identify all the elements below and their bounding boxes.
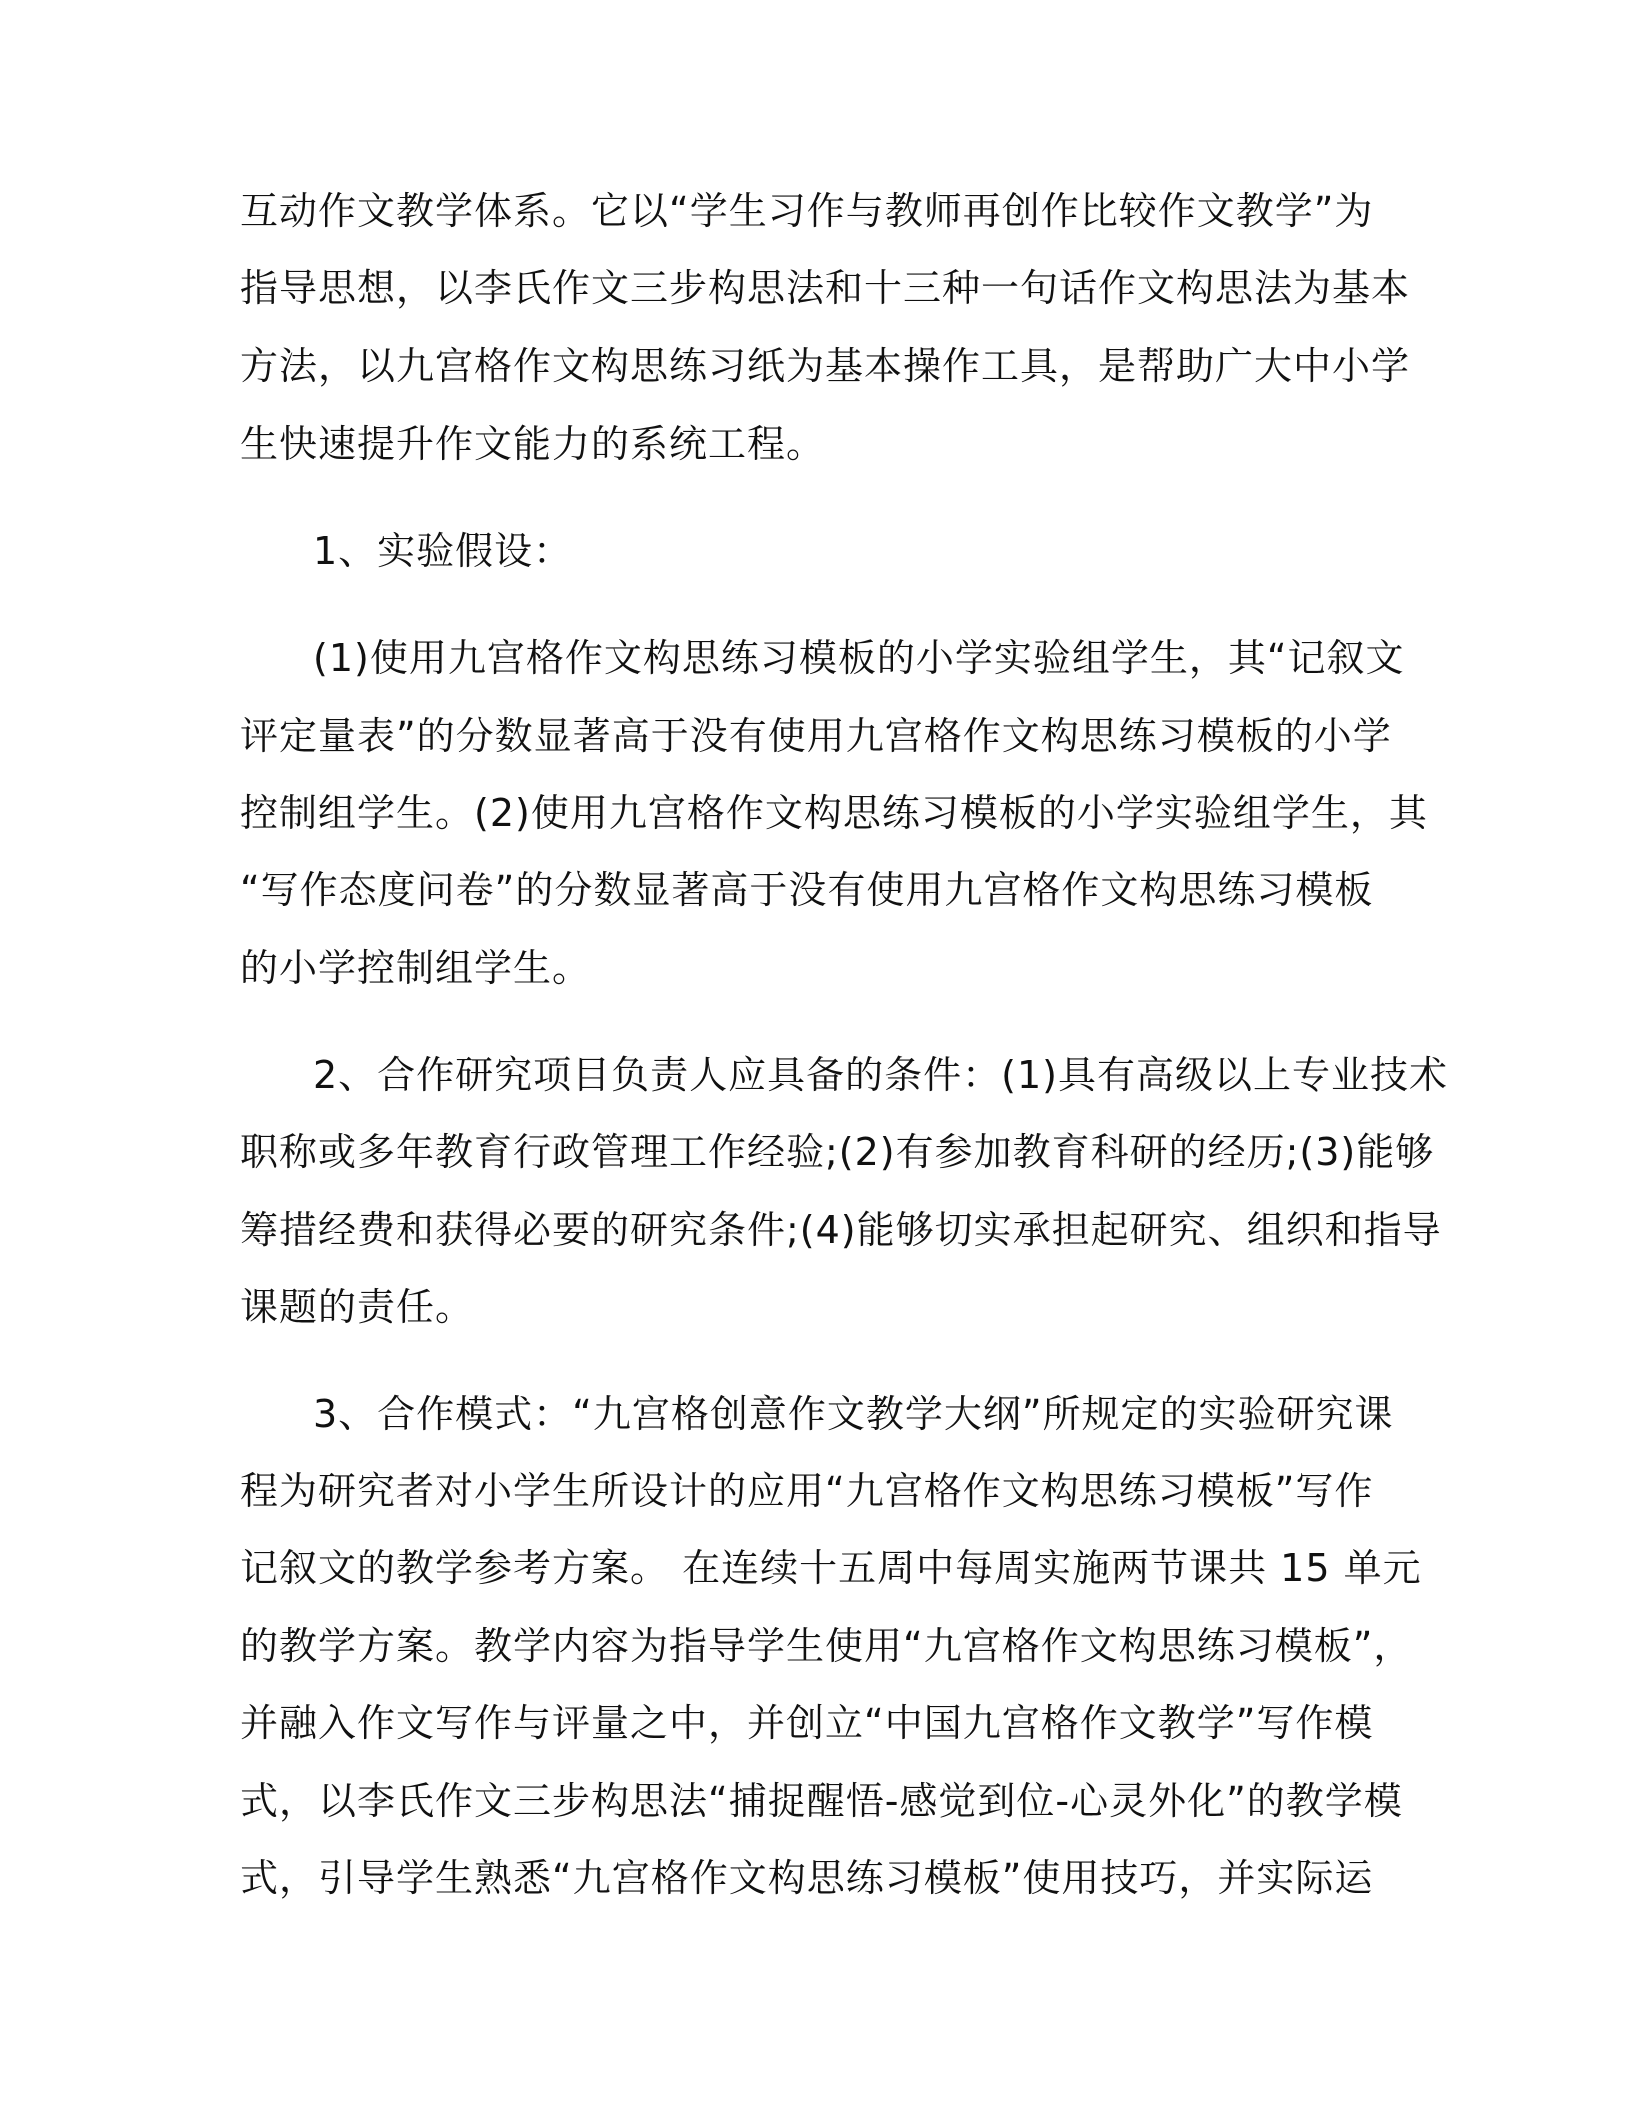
intro-line-2: 指导思想，以李氏作文三步构思法和十三种一句话作文构思法为基本 xyxy=(240,266,1411,310)
conditions-line-4: 课题的责任。 xyxy=(240,1285,475,1329)
intro-line-1: 互动作文教学体系。它以“学生习作与教师再创作比较作文教学”为 xyxy=(240,189,1374,233)
hypothesis-line-2: 评定量表”的分数显著高于没有使用九宫格作文构思练习模板的小学 xyxy=(240,714,1392,758)
model-line-4: 的教学方案。教学内容为指导学生使用“九宫格作文构思练习模板”， xyxy=(240,1624,1413,1668)
hypothesis-line-5: 的小学控制组学生。 xyxy=(240,946,592,990)
model-line-3: 记叙文的教学参考方案。 在连续十五周中每周实施两节课共 15 单元 xyxy=(240,1546,1422,1590)
model-line-2: 程为研究者对小学生所设计的应用“九宫格作文构思练习模板”写作 xyxy=(240,1469,1374,1513)
model-line-5: 并融入作文写作与评量之中，并创立“中国九宫格作文教学”写作模 xyxy=(240,1701,1374,1745)
section-heading-hypothesis: 1、实验假设： xyxy=(313,529,573,573)
hypothesis-line-4: “写作态度问卷”的分数显著高于没有使用九宫格作文构思练习模板 xyxy=(240,868,1374,912)
model-line-1: 3、合作模式：“九宫格创意作文教学大纲”所规定的实验研究课 xyxy=(313,1392,1394,1436)
model-line-7: 式，引导学生熟悉“九宫格作文构思练习模板”使用技巧，并实际运 xyxy=(240,1856,1374,1900)
intro-line-3: 方法，以九宫格作文构思练习纸为基本操作工具，是帮助广大中小学 xyxy=(240,344,1411,388)
hypothesis-line-3: 控制组学生。(2)使用九宫格作文构思练习模板的小学实验组学生，其 xyxy=(240,791,1428,835)
hypothesis-line-1: (1)使用九宫格作文构思练习模板的小学实验组学生，其“记叙文 xyxy=(313,636,1405,680)
conditions-line-3: 筹措经费和获得必要的研究条件;(4)能够切实承担起研究、组织和指导 xyxy=(240,1208,1442,1252)
model-line-6: 式，以李氏作文三步构思法“捕捉醒悟-感觉到位-心灵外化”的教学模 xyxy=(240,1779,1403,1823)
conditions-line-2: 职称或多年教育行政管理工作经验;(2)有参加教育科研的经历;(3)能够 xyxy=(240,1130,1435,1174)
intro-line-4: 生快速提升作文能力的系统工程。 xyxy=(240,422,826,466)
conditions-line-1: 2、合作研究项目负责人应具备的条件：(1)具有高级以上专业技术 xyxy=(313,1053,1449,1097)
